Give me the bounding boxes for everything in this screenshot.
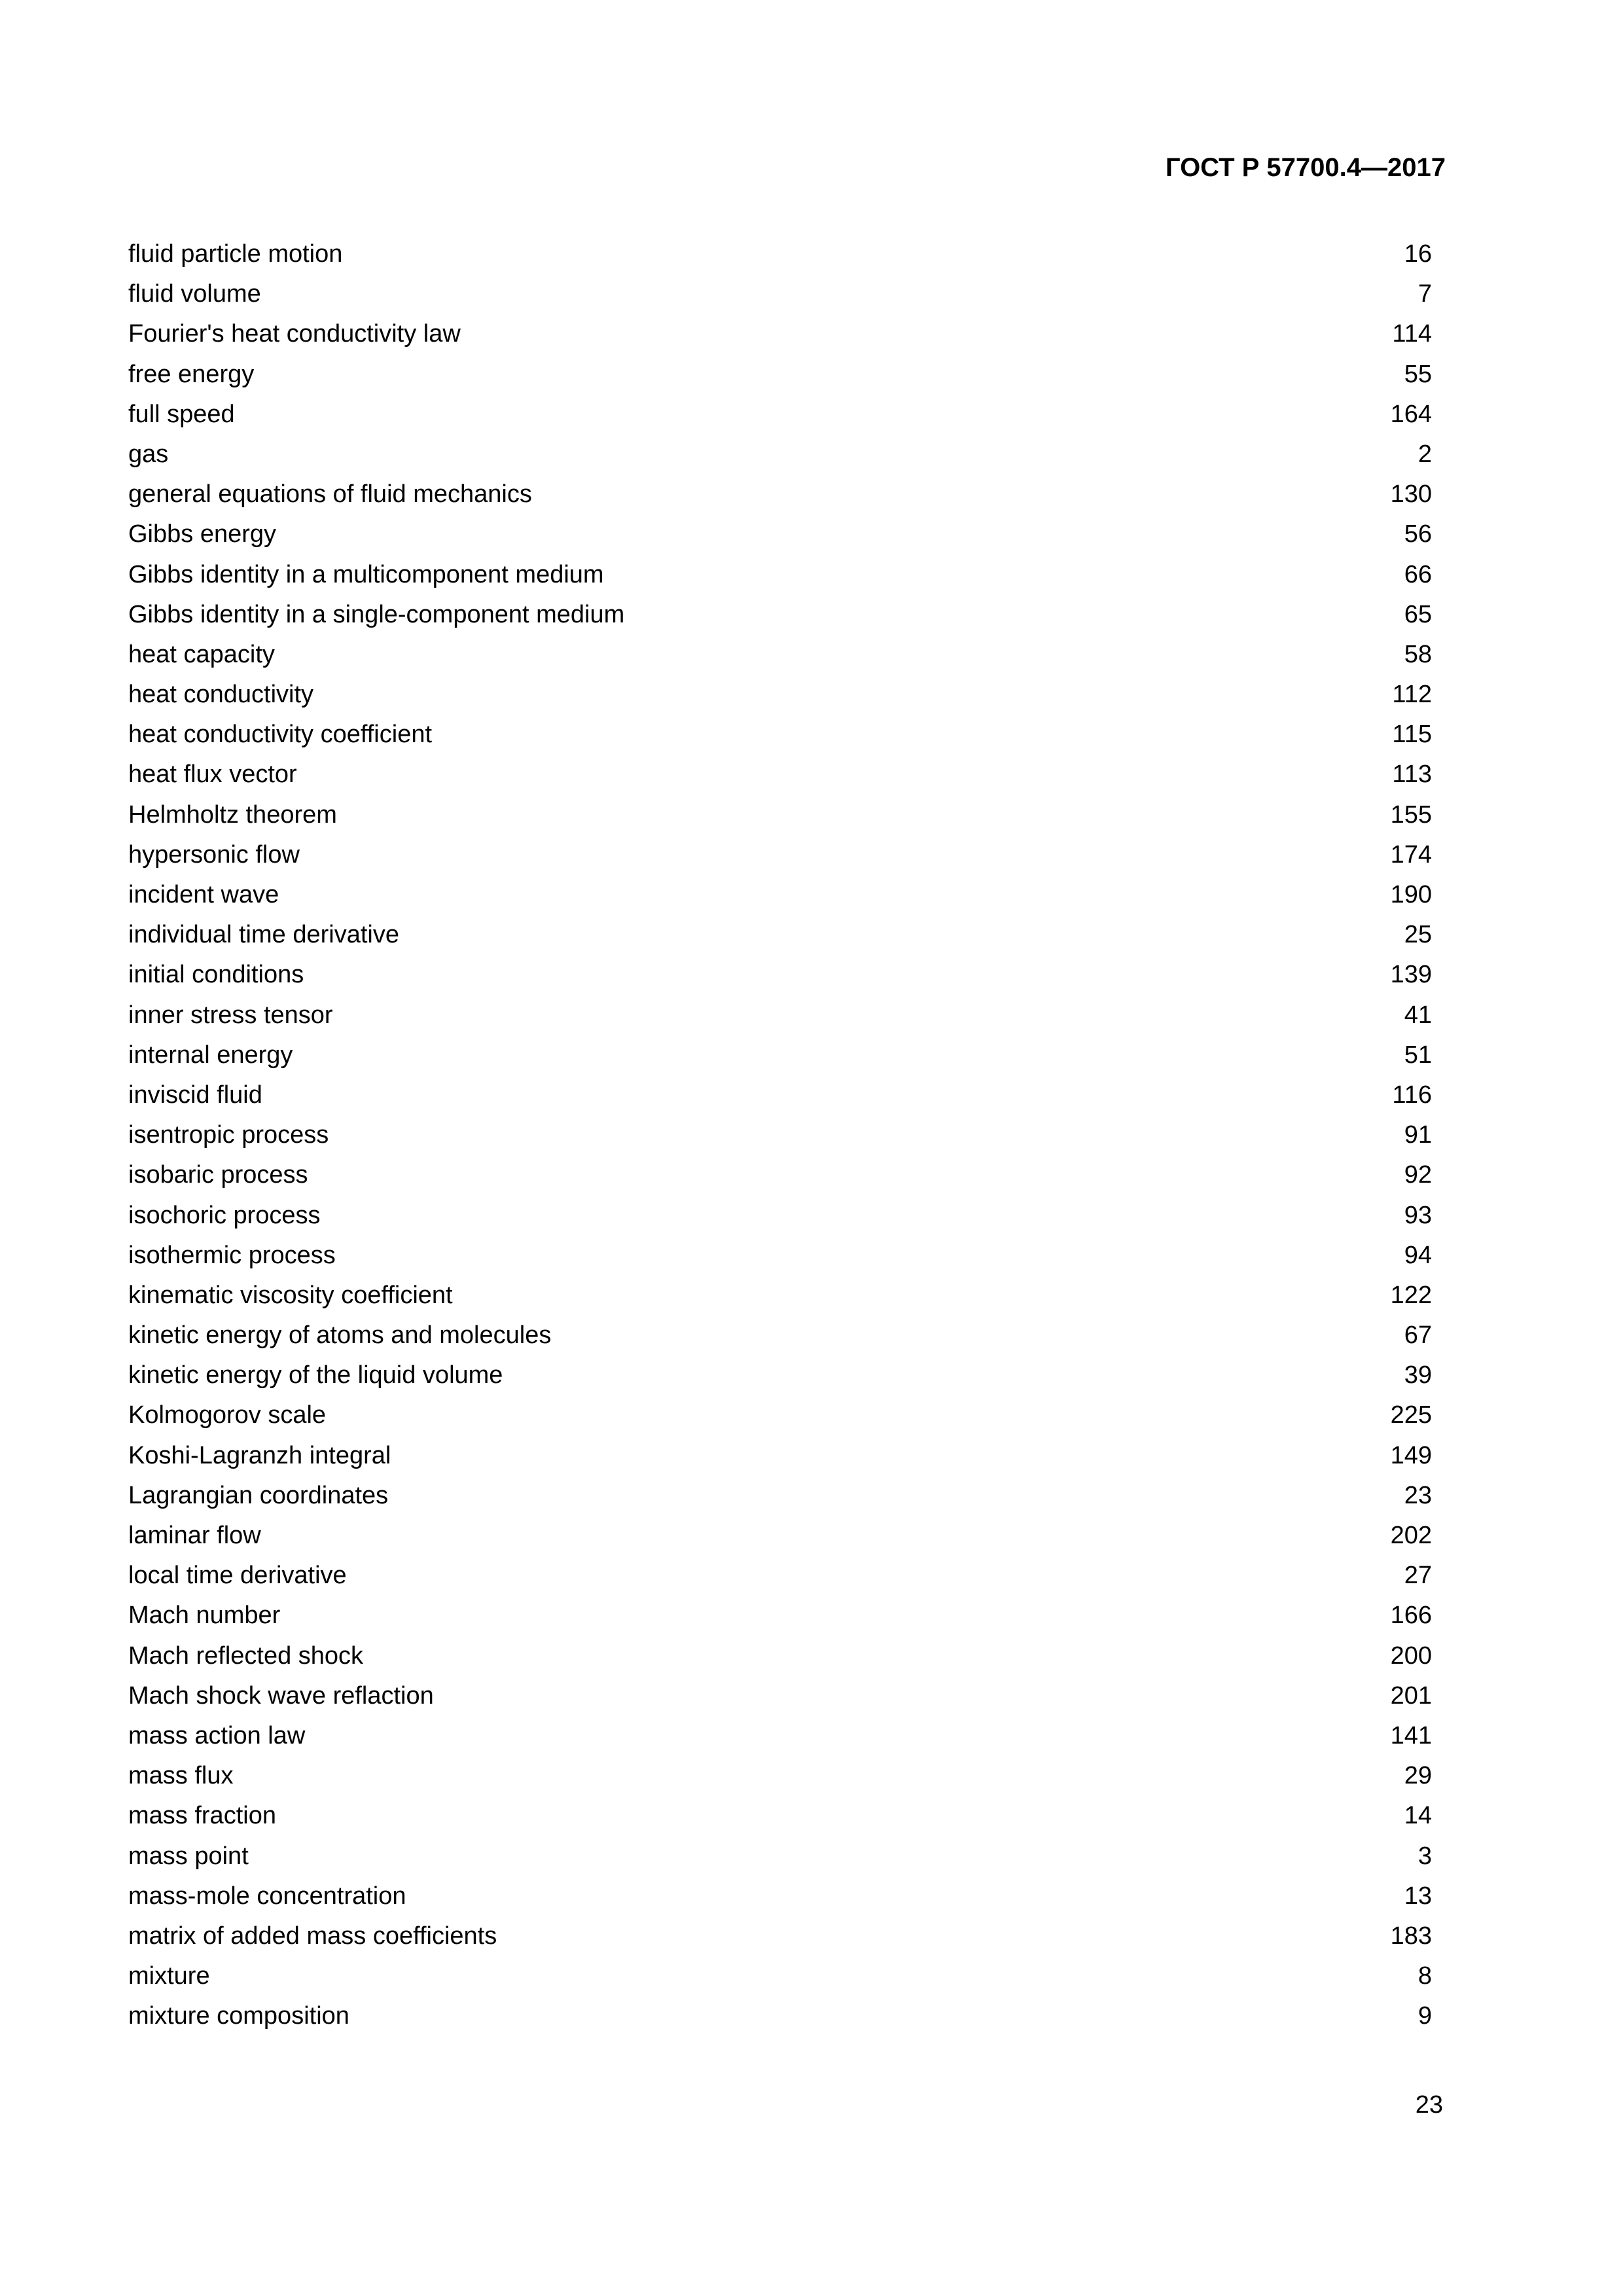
subject-index xyxy=(128,238,1432,2040)
index-entry xyxy=(128,679,1432,719)
index-entry xyxy=(128,559,1432,599)
index-reference-number: 51 xyxy=(1404,1041,1432,1069)
index-entry xyxy=(128,639,1432,679)
index-reference-number: 14 xyxy=(1404,1802,1432,1830)
index-entry xyxy=(128,1319,1432,1359)
index-reference-number: 166 xyxy=(1390,1602,1432,1630)
index-term: mass flux xyxy=(128,1762,234,1790)
index-entry xyxy=(128,1760,1432,1800)
index-entry xyxy=(128,1200,1432,1240)
index-entry xyxy=(128,1960,1432,2000)
index-term: kinematic viscosity coefficient xyxy=(128,1281,453,1309)
index-reference-number: 190 xyxy=(1390,881,1432,908)
index-reference-number: 141 xyxy=(1390,1721,1432,1749)
index-reference-number: 130 xyxy=(1390,480,1432,509)
index-entry xyxy=(128,1359,1432,1399)
index-term: initial conditions xyxy=(128,961,304,989)
index-term: isothermic process xyxy=(128,1241,336,1269)
index-entry xyxy=(128,518,1432,558)
index-reference-number: 183 xyxy=(1390,1922,1432,1950)
index-reference-number: 200 xyxy=(1390,1641,1432,1670)
index-term: isentropic process xyxy=(128,1121,329,1149)
index-entry xyxy=(128,1520,1432,1560)
index-entry xyxy=(128,1600,1432,1640)
document-code: ГОСТ Р 57700.4—2017 xyxy=(1165,153,1446,182)
index-term: Gibbs identity in a multicomponent medium xyxy=(128,560,604,588)
index-reference-number: 115 xyxy=(1392,721,1432,749)
index-entry xyxy=(128,439,1432,478)
index-reference-number: 201 xyxy=(1390,1681,1432,1710)
index-entry xyxy=(128,1440,1432,1480)
index-entry xyxy=(128,1119,1432,1159)
index-term: heat conductivity coefficient xyxy=(128,721,433,749)
index-entry xyxy=(128,1159,1432,1199)
index-term: heat capacity xyxy=(128,640,275,668)
index-reference-number: 225 xyxy=(1390,1401,1432,1429)
index-entry xyxy=(128,1560,1432,1600)
index-term: isobaric process xyxy=(128,1161,308,1189)
index-entry xyxy=(128,1399,1432,1439)
index-term: Helmholtz theorem xyxy=(128,800,337,829)
index-entry xyxy=(128,1800,1432,1840)
index-term: Koshi-Lagranzh integral xyxy=(128,1441,391,1469)
index-reference-number: 13 xyxy=(1404,1882,1432,1910)
index-reference-number: 116 xyxy=(1392,1081,1432,1109)
index-entry xyxy=(128,1039,1432,1079)
index-reference-number: 25 xyxy=(1404,921,1432,949)
index-term: Lagrangian coordinates xyxy=(128,1481,389,1509)
index-term: local time derivative xyxy=(128,1562,347,1590)
index-entry xyxy=(128,719,1432,759)
index-term: kinetic energy of the liquid volume xyxy=(128,1361,503,1390)
index-entry xyxy=(128,1840,1432,1880)
index-reference-number: 16 xyxy=(1404,240,1432,268)
index-term: Gibbs energy xyxy=(128,520,277,548)
index-term: general equations of fluid mechanics xyxy=(128,480,532,509)
index-entry xyxy=(128,879,1432,919)
index-entry xyxy=(128,1480,1432,1520)
index-entry xyxy=(128,238,1432,278)
index-term: internal energy xyxy=(128,1041,293,1069)
index-term: mass-mole concentration xyxy=(128,1882,406,1910)
index-reference-number: 174 xyxy=(1390,840,1432,869)
index-reference-number: 113 xyxy=(1392,761,1432,789)
index-entry xyxy=(128,1240,1432,1280)
index-entry xyxy=(128,1720,1432,1760)
index-entry xyxy=(128,399,1432,439)
index-reference-number: 9 xyxy=(1418,2002,1432,2030)
index-reference-number: 8 xyxy=(1418,1962,1432,1990)
index-reference-number: 41 xyxy=(1404,1001,1432,1029)
index-term: full speed xyxy=(128,400,235,428)
index-reference-number: 56 xyxy=(1404,520,1432,548)
index-reference-number: 65 xyxy=(1404,600,1432,628)
index-term: Gibbs identity in a single-component medium xyxy=(128,600,625,628)
index-reference-number: 114 xyxy=(1392,320,1432,348)
index-reference-number: 27 xyxy=(1404,1562,1432,1590)
index-term: Kolmogorov scale xyxy=(128,1401,327,1429)
index-entry xyxy=(128,359,1432,399)
index-reference-number: 149 xyxy=(1390,1441,1432,1469)
index-term: fluid volume xyxy=(128,280,261,308)
index-entry xyxy=(128,799,1432,839)
index-term: individual time derivative xyxy=(128,921,399,949)
index-term: mass point xyxy=(128,1842,249,1870)
index-reference-number: 66 xyxy=(1404,560,1432,588)
index-reference-number: 94 xyxy=(1404,1241,1432,1269)
index-term: mass action law xyxy=(128,1721,306,1749)
index-reference-number: 29 xyxy=(1404,1762,1432,1790)
index-reference-number: 23 xyxy=(1404,1481,1432,1509)
index-reference-number: 39 xyxy=(1404,1361,1432,1390)
index-reference-number: 67 xyxy=(1404,1321,1432,1350)
index-term: kinetic energy of atoms and molecules xyxy=(128,1321,552,1350)
index-term: Fourier's heat conductivity law xyxy=(128,320,461,348)
index-reference-number: 155 xyxy=(1390,800,1432,829)
index-term: Mach shock wave reflaction xyxy=(128,1681,434,1710)
index-term: matrix of added mass coefficients xyxy=(128,1922,497,1950)
index-term: gas xyxy=(128,440,169,468)
index-term: incident wave xyxy=(128,881,279,908)
index-entry xyxy=(128,1920,1432,1960)
index-term: free energy xyxy=(128,360,255,388)
index-entry xyxy=(128,2000,1432,2040)
index-entry xyxy=(128,959,1432,999)
index-term: fluid particle motion xyxy=(128,240,343,268)
index-entry xyxy=(128,839,1432,879)
index-term: heat conductivity xyxy=(128,681,314,709)
index-entry xyxy=(128,599,1432,639)
index-reference-number: 91 xyxy=(1404,1121,1432,1149)
index-entry xyxy=(128,478,1432,518)
index-reference-number: 7 xyxy=(1418,280,1432,308)
index-term: mixture xyxy=(128,1962,210,1990)
index-entry xyxy=(128,1079,1432,1119)
index-entry xyxy=(128,1640,1432,1680)
index-term: Mach reflected shock xyxy=(128,1641,364,1670)
index-entry xyxy=(128,278,1432,318)
index-reference-number: 58 xyxy=(1404,640,1432,668)
index-reference-number: 139 xyxy=(1390,961,1432,989)
index-entry xyxy=(128,1680,1432,1720)
index-term: hypersonic flow xyxy=(128,840,300,869)
index-reference-number: 92 xyxy=(1404,1161,1432,1189)
index-reference-number: 164 xyxy=(1390,400,1432,428)
index-reference-number: 122 xyxy=(1390,1281,1432,1309)
index-entry xyxy=(128,1280,1432,1319)
index-term: mass fraction xyxy=(128,1802,276,1830)
index-term: inviscid fluid xyxy=(128,1081,262,1109)
index-reference-number: 55 xyxy=(1404,360,1432,388)
index-term: Mach number xyxy=(128,1602,281,1630)
index-entry xyxy=(128,1880,1432,1920)
index-entry xyxy=(128,919,1432,959)
index-term: heat flux vector xyxy=(128,761,297,789)
index-term: laminar flow xyxy=(128,1522,261,1549)
page-number: 23 xyxy=(1415,2091,1443,2119)
index-reference-number: 2 xyxy=(1418,440,1432,468)
index-reference-number: 3 xyxy=(1418,1842,1432,1870)
index-term: mixture composition xyxy=(128,2002,349,2030)
index-term: isochoric process xyxy=(128,1201,321,1229)
index-reference-number: 93 xyxy=(1404,1201,1432,1229)
index-reference-number: 202 xyxy=(1390,1522,1432,1549)
index-entry xyxy=(128,318,1432,358)
index-entry xyxy=(128,999,1432,1039)
index-reference-number: 112 xyxy=(1392,681,1432,709)
index-term: inner stress tensor xyxy=(128,1001,333,1029)
index-entry xyxy=(128,759,1432,798)
